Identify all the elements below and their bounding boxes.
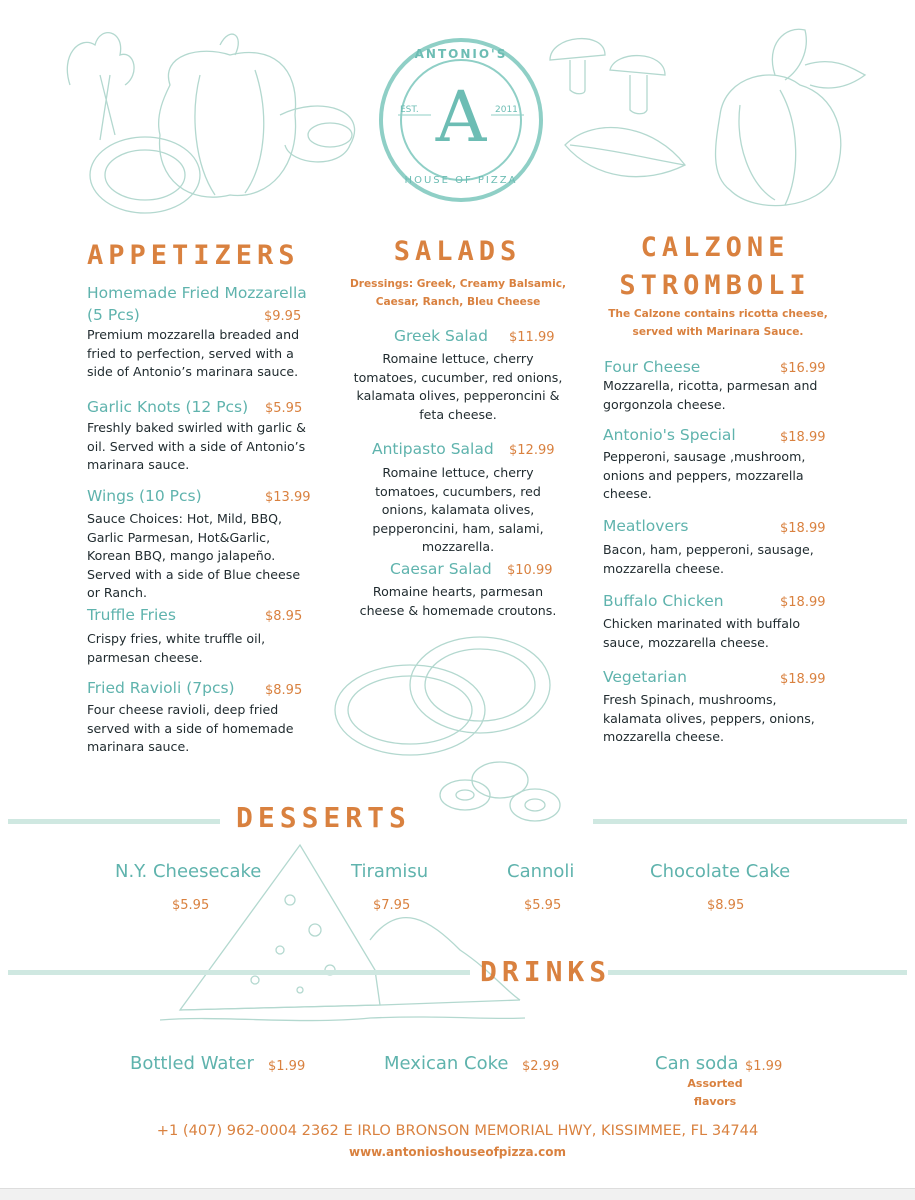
logo-name: ANTONIO'S xyxy=(414,47,508,61)
footer-website[interactable]: www.antonioshouseofpizza.com xyxy=(349,1145,566,1159)
item-description: Mozzarella, ricotta, parmesan and gorgonzola cheese. xyxy=(603,378,818,412)
appetizers-heading: APPETIZERS xyxy=(87,240,300,271)
item-name: Four Cheese xyxy=(604,358,701,376)
item-price: $9.95 xyxy=(264,309,302,324)
page-edge xyxy=(0,1188,915,1200)
logo-letter: A xyxy=(435,76,487,158)
logo-year: 2011 xyxy=(495,105,518,115)
item-price: $18.99 xyxy=(780,595,826,610)
item-description: Chicken marinated with buffalo sauce, mozzarella cheese. xyxy=(603,616,801,650)
item-price: $8.95 xyxy=(265,683,303,698)
item-description: Four cheese ravioli, deep fried served with a side of homemade marinara sauce. xyxy=(87,702,294,754)
drinks-heading: DRINKS xyxy=(480,955,612,988)
item-price: $8.95 xyxy=(265,609,303,624)
logo-est: EST. xyxy=(400,105,419,115)
drink-name: Can soda xyxy=(655,1053,739,1074)
item-price: $18.99 xyxy=(780,430,826,445)
item-name: Vegetarian xyxy=(603,668,687,686)
divider xyxy=(593,819,907,824)
item-name: Caesar Salad xyxy=(390,560,492,578)
item-name: Meatlovers xyxy=(603,517,689,535)
item-description: Freshly baked swirled with garlic & oil. Served with a side of Antonio’s marinara sauce. xyxy=(87,420,306,472)
logo xyxy=(376,35,546,205)
dessert-name: N.Y. Cheesecake xyxy=(115,861,262,882)
item-price: $5.95 xyxy=(265,401,303,416)
item-name: Wings (10 Pcs) xyxy=(87,487,202,505)
item-description: Premium mozzarella breaded and fried to perfection, served with a side of Antonio’s marinara sauce. xyxy=(87,327,300,379)
item-description: Romaine lettuce, cherry tomatoes, cucumber, red onions, kalamata olives, pepperoncini & feta cheese. xyxy=(353,351,563,422)
item-name: Antonio's Special xyxy=(603,426,736,444)
drink-price: $1.99 xyxy=(745,1059,783,1074)
vegetables-illustration-left xyxy=(40,15,380,225)
item-price: $18.99 xyxy=(780,521,826,536)
dessert-price: $8.95 xyxy=(707,898,745,913)
salads-heading: SALADS xyxy=(393,236,522,267)
item-description: Sauce Choices: Hot, Mild, BBQ, Garlic Parmesan, Hot&Garlic, Korean BBQ, mango jalapeño. Served with a side of Blue cheese or Ranch. xyxy=(87,511,301,600)
divider xyxy=(8,819,220,824)
item-description: Crispy fries, white truffle oil, parmesan cheese. xyxy=(87,631,266,665)
divider xyxy=(8,970,470,975)
item-name-continued: (5 Pcs) xyxy=(87,306,140,324)
item-name: Antipasto Salad xyxy=(372,440,494,458)
drink-price: $1.99 xyxy=(268,1059,306,1074)
dessert-name: Cannoli xyxy=(507,861,575,882)
item-description: Bacon, ham, pepperoni, sausage, mozzarella cheese. xyxy=(603,542,814,576)
dessert-price: $5.95 xyxy=(172,898,210,913)
drink-name: Bottled Water xyxy=(130,1053,254,1074)
salad-dressings: Dressings: Greek, Creamy Balsamic, Caesar, Ranch, Bleu Cheese xyxy=(349,278,567,308)
drink-price: $2.99 xyxy=(522,1059,560,1074)
item-price: $12.99 xyxy=(509,443,555,458)
drink-note: Assorted flavors xyxy=(687,1077,743,1108)
item-name: Truffle Fries xyxy=(87,606,176,624)
item-name: Garlic Knots (12 Pcs) xyxy=(87,398,249,416)
desserts-heading: DESSERTS xyxy=(236,801,411,834)
divider xyxy=(608,970,907,975)
stromboli-heading: STROMBOLI xyxy=(619,270,811,301)
item-name: Greek Salad xyxy=(394,327,488,345)
item-description: Romaine lettuce, cherry tomatoes, cucumbers, red onions, kalamata olives, pepperoncini, ham, salami, mozzarella. xyxy=(372,465,544,554)
logo-subtitle: HOUSE OF PIZZA xyxy=(404,175,518,186)
item-name: Buffalo Chicken xyxy=(603,592,724,610)
calzone-heading: CALZONE xyxy=(640,232,790,263)
item-price: $18.99 xyxy=(780,672,826,687)
dessert-price: $5.95 xyxy=(524,898,562,913)
item-price: $11.99 xyxy=(509,330,555,345)
item-description: Romaine hearts, parmesan cheese & homemade croutons. xyxy=(359,584,557,618)
item-price: $13.99 xyxy=(265,490,311,505)
tomato-olive-illustration xyxy=(330,630,580,830)
item-description: Fresh Spinach, mushrooms, kalamata olives, peppers, onions, mozzarella cheese. xyxy=(603,692,815,744)
item-price: $16.99 xyxy=(780,361,826,376)
item-name: Homemade Fried Mozzarella xyxy=(87,284,307,302)
item-price: $10.99 xyxy=(507,563,553,578)
dessert-name: Chocolate Cake xyxy=(650,861,791,882)
dessert-name: Tiramisu xyxy=(351,861,429,882)
vegetables-illustration-right xyxy=(535,15,880,220)
dessert-price: $7.95 xyxy=(373,898,411,913)
calzone-note: The Calzone contains ricotta cheese, served with Marinara Sauce. xyxy=(608,308,828,338)
drink-name: Mexican Coke xyxy=(384,1053,509,1074)
item-name: Fried Ravioli (7pcs) xyxy=(87,679,235,697)
item-description: Pepperoni, sausage ,mushroom, onions and peppers, mozzarella cheese. xyxy=(603,449,806,501)
footer-contact: +1 (407) 962-0004 2362 E IRLO BRONSON MEMORIAL HWY, KISSIMMEE, FL 34744 xyxy=(156,1122,759,1139)
